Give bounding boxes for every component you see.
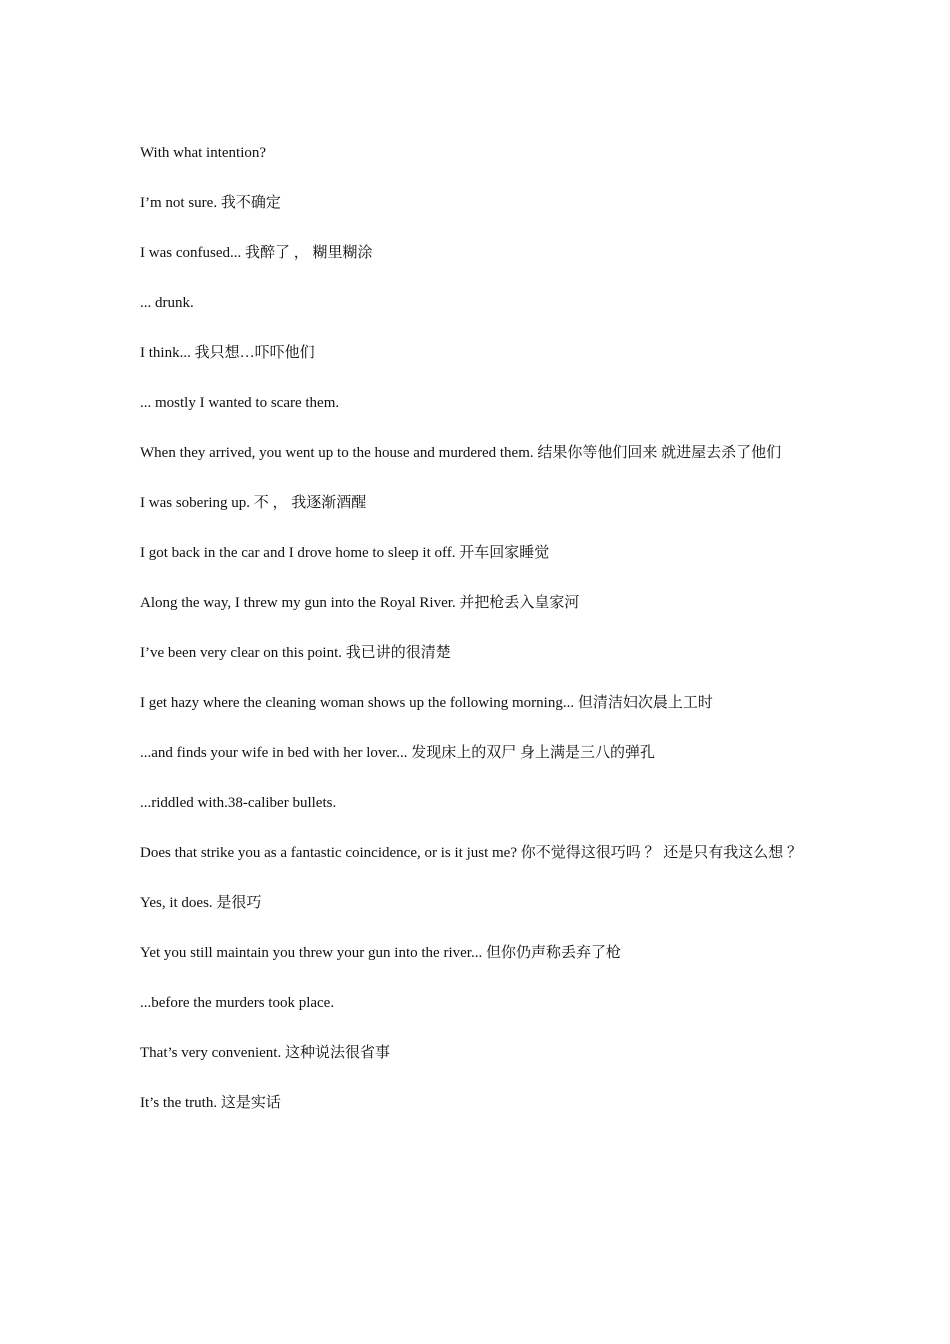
dialogue-line: I’m not sure. 我不确定 [140,195,281,211]
dialogue-line: I get hazy where the cleaning woman shows up the following morning... 但清洁妇次晨上工时 [140,695,713,711]
dialogue-line: ... drunk. [140,295,194,311]
dialogue-line: Yes, it does. 是很巧 [140,895,262,911]
dialogue-line: ...before the murders took place. [140,995,335,1011]
dialogue-line: Along the way, I threw my gun into the Royal River. 并把枪丢入皇家河 [140,595,580,611]
dialogue-line: ...and finds your wife in bed with her lover... 发现床上的双尸 身上满是三八的弹孔 [140,745,655,761]
dialogue-line: When they arrived, you went up to the house and murdered them. 结果你等他们回来 就进屋去杀了他们 [140,445,782,461]
dialogue-line: ...riddled with.38-caliber bullets. [140,795,337,811]
dialogue-line: Yet you still maintain you threw your gun into the river... 但你仍声称丢弃了枪 [140,945,621,961]
dialogue-line: I got back in the car and I drove home to sleep it off. 开车回家睡觉 [140,545,550,561]
dialogue-line: With what intention? [140,145,267,161]
dialogue-line: I was sobering up. 不 ， 我逐渐酒醒 [140,495,367,511]
dialogue-line: Does that strike you as a fantastic coincidence, or is it just me? 你不觉得这很巧吗 ？ 还是只有我这么想 ？ [140,845,802,861]
dialogue-line: ... mostly I wanted to scare them. [140,395,340,411]
dialogue-line: I think... 我只想…吓吓他们 [140,345,315,361]
dialogue-line: It’s the truth. 这是实话 [140,1095,281,1111]
document-page [140,141,815,1141]
dialogue-line: That’s very convenient. 这种说法很省事 [140,1045,390,1061]
dialogue-line: I’ve been very clear on this point. 我已讲的很清楚 [140,645,451,661]
dialogue-line: I was confused... 我醉了 ， 糊里糊涂 [140,245,373,261]
